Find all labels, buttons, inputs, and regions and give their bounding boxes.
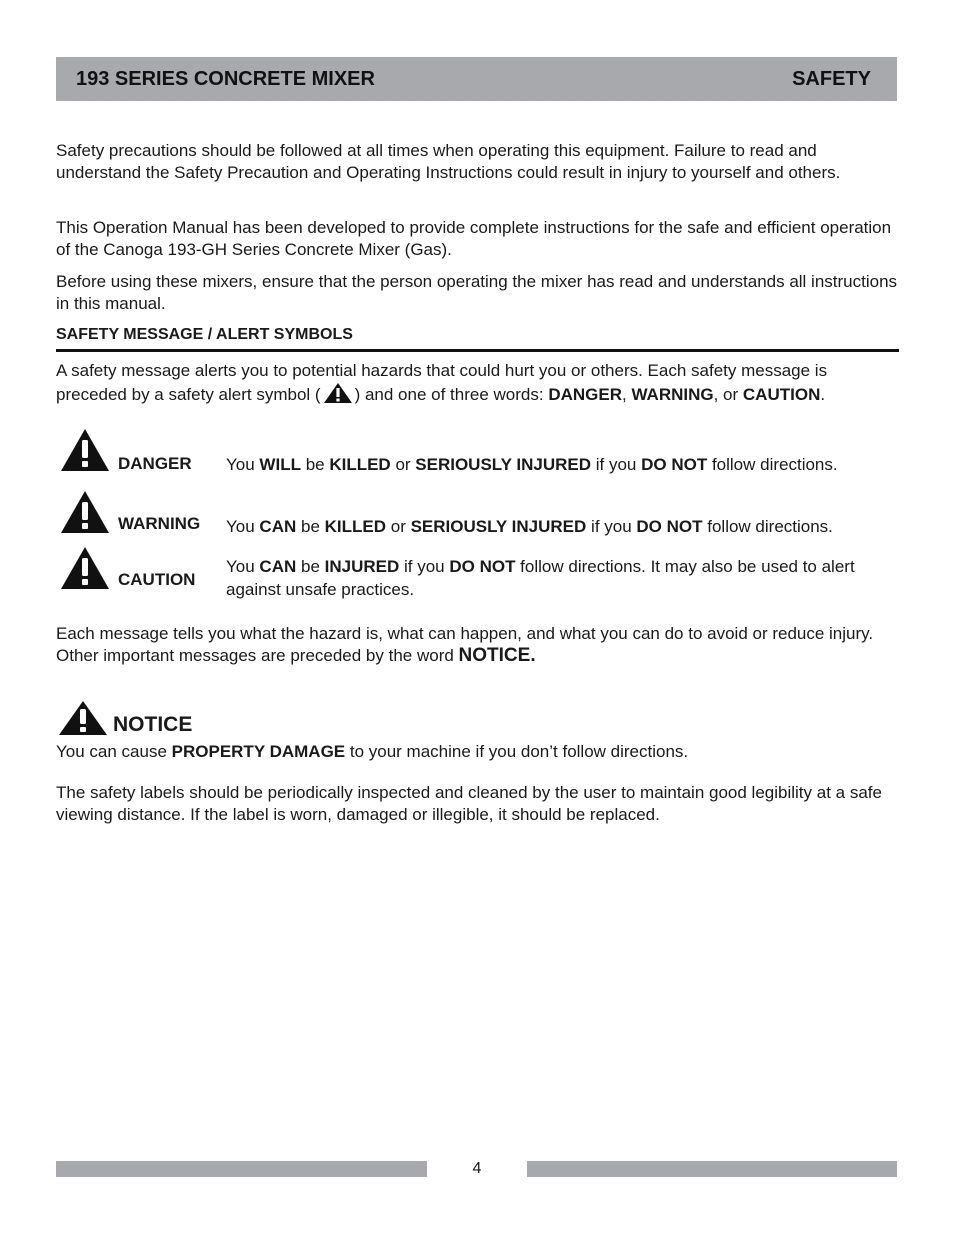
page-header — [56, 57, 897, 101]
caution-alert-row — [56, 545, 906, 605]
section-heading: SAFETY MESSAGE / ALERT SYMBOLS — [56, 325, 899, 352]
warning-alert-row — [56, 490, 906, 540]
period: . — [820, 385, 826, 404]
notice-word-inline: NOTICE. — [458, 645, 536, 666]
section-title: SAFETY — [792, 67, 871, 90]
warning-description: You CAN be KILLED or SERIOUSLY INJURED if you DO NOT follow directions. — [226, 517, 833, 536]
each-message-paragraph — [56, 623, 901, 667]
danger-alert-row — [56, 428, 906, 478]
warning-label: WARNING — [118, 514, 201, 533]
danger-description: You WILL be KILLED or SERIOUSLY INJURED if you DO NOT follow directions. — [226, 455, 838, 474]
alert-intro-text: A safety message alerts you to potential hazards that could hurt you or others. Each safety message is preceded by a safety alert symbol ( — [56, 361, 828, 404]
safety-alert-icon — [323, 382, 353, 404]
each-message-text: Each message tells you what the hazard is, what can happen, and what you can do to avoid or reduce injury. Other important messages are preceded by the word — [56, 624, 874, 665]
separator: , — [621, 385, 632, 404]
intro-paragraph-1: Safety precautions should be followed at all times when operating this equipment. Failure to read and understand the Safety Precaution and Operating Instructions could result in injury to yourself and others. — [56, 141, 841, 182]
intro-paragraph-2: This Operation Manual has been developed to provide complete instructions for the safe and efficient operation of the Canoga 193-GH Series Concrete Mixer (Gas). — [56, 218, 892, 259]
notice-alert-icon — [58, 700, 108, 736]
document-title: 193 SERIES CONCRETE MIXER — [76, 67, 375, 90]
caution-description: You CAN be INJURED if you DO NOT follow directions. It may also be used to alert against unsafe practices. — [226, 557, 855, 599]
alert-intro-text: ) and one of three words: — [354, 385, 549, 404]
notice-title: NOTICE — [113, 713, 193, 736]
danger-alert-icon — [60, 428, 110, 472]
warning-word: WARNING — [631, 385, 714, 404]
page-number: 4 — [472, 1160, 482, 1177]
warning-alert-icon — [60, 490, 110, 534]
safety-labels-paragraph: The safety labels should be periodically inspected and cleaned by the user to maintain good legibility at a safe viewing distance. If the label is worn, damaged or illegible, it should be replaced. — [56, 783, 882, 824]
intro-paragraph-3: Before using these mixers, ensure that the person operating the mixer has read and understands all instructions in this manual. — [56, 272, 898, 313]
notice-paragraph: You can cause PROPERTY DAMAGE to your machine if you don’t follow directions. — [56, 742, 689, 761]
caution-label: CAUTION — [118, 570, 196, 589]
separator: , or — [713, 385, 743, 404]
caution-word: CAUTION — [742, 385, 821, 404]
danger-label: DANGER — [118, 454, 192, 473]
caution-alert-icon — [60, 546, 110, 590]
alert-intro-paragraph — [56, 360, 901, 406]
danger-word: DANGER — [548, 385, 622, 404]
